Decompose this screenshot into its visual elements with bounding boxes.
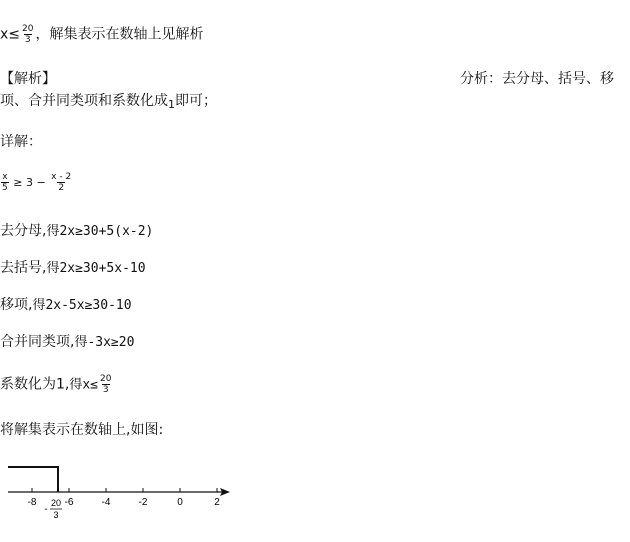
- analysis-line2: 项、合并同类项和系数化成$_1$即可；: [0, 93, 217, 111]
- ineq-middle: ≥ 3 −: [13, 176, 46, 189]
- final-step: 系数化为1,得x≤ $\frac{20}{3}$: [0, 374, 112, 395]
- answer-prefix: x≤: [0, 26, 21, 43]
- ineq-lhs-fraction: $\frac{x}{5}$: [2, 172, 8, 193]
- step-1: 去分母,得2x≥30+5(x-2): [0, 223, 154, 239]
- solution-bracket: [8, 467, 58, 492]
- tick-label-0: 0: [177, 497, 183, 508]
- step-3: 移项,得2x-5x≥30-10: [0, 297, 132, 313]
- analysis-label: 分析：去分母、括号、移: [460, 71, 614, 87]
- answer-line: [0, 24, 203, 45]
- tick-label-m4: -4: [101, 497, 111, 508]
- tick-label-m8: -8: [27, 497, 37, 508]
- tick-label-m2: -2: [138, 497, 148, 508]
- detail-label: 详解：: [0, 134, 42, 150]
- answer-fraction: $\frac{20}{3}$: [22, 24, 34, 45]
- tick-label-m6: -6: [64, 497, 74, 508]
- step-4: 合并同类项,得-3x≥20: [0, 334, 135, 350]
- answer-suffix: ，解集表示在数轴上见解析: [35, 26, 204, 43]
- ineq-rhs-fraction: $\frac{x - 2}{2}$: [51, 172, 72, 193]
- numberline-label: 将解集表示在数轴上,如图:: [0, 422, 164, 438]
- number-line: [0, 455, 240, 525]
- tick-label-2: 2: [214, 497, 220, 508]
- analysis-tag: 【解析】: [0, 71, 56, 87]
- point-denominator: 3: [53, 510, 59, 520]
- point-numerator: 20: [50, 498, 62, 508]
- point-sign: -: [44, 504, 48, 515]
- step-2: 去括号,得2x≥30+5x-10: [0, 260, 146, 276]
- inequality: [0, 172, 73, 193]
- final-fraction: $\frac{20}{3}$: [100, 374, 112, 395]
- analysis-subscript: 1: [168, 98, 175, 111]
